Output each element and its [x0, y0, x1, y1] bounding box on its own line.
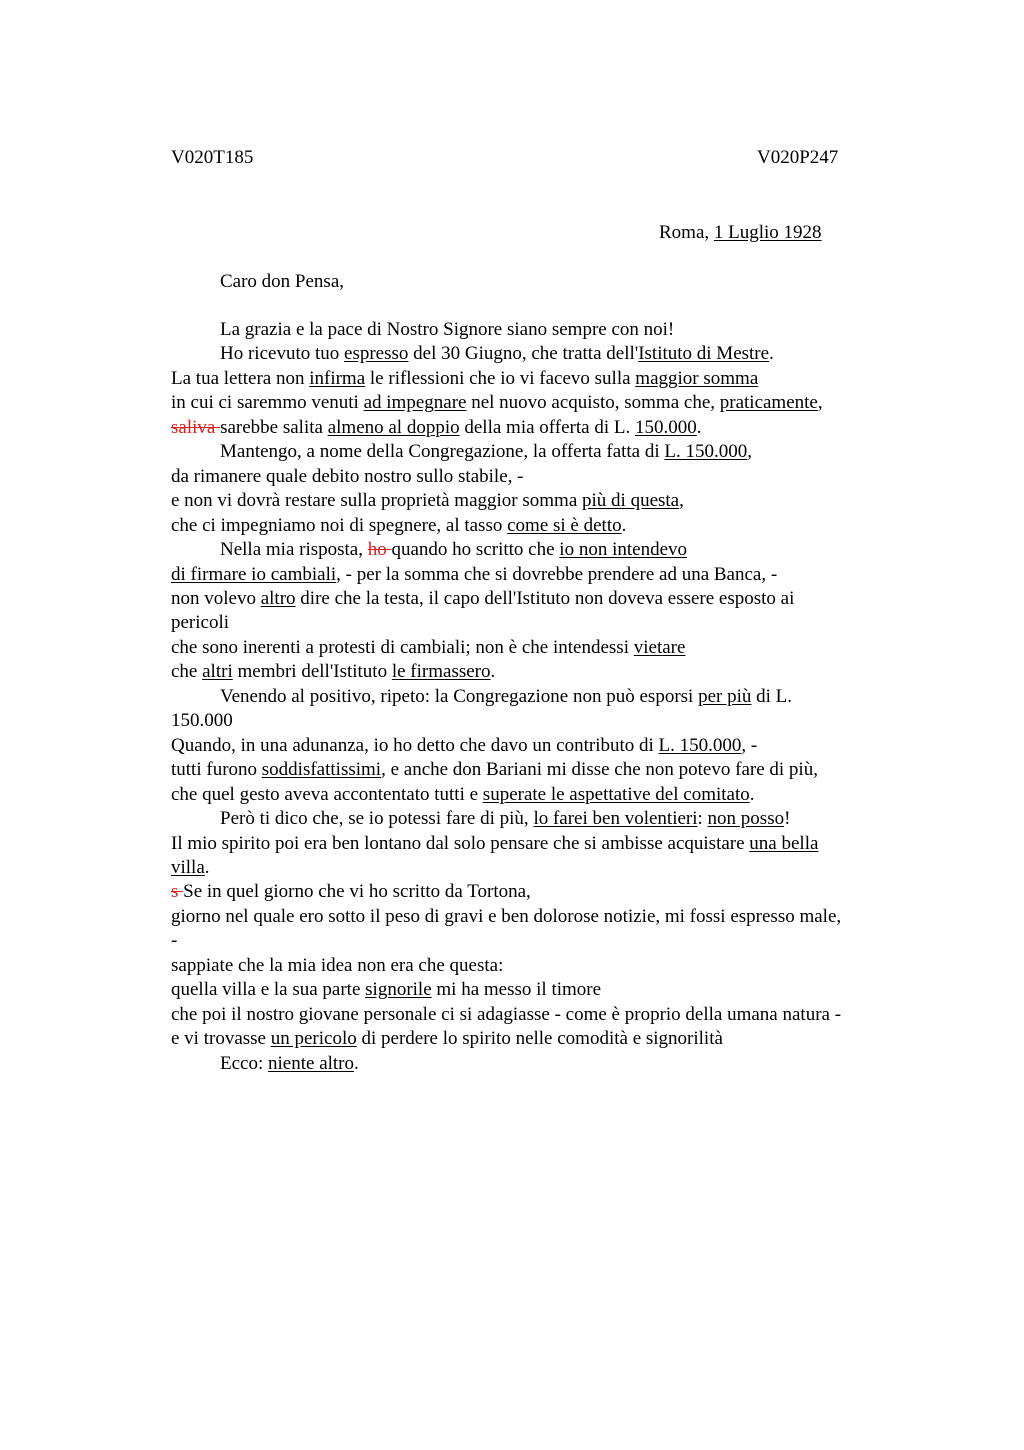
text-segment: e vi trovasse — [171, 1028, 271, 1050]
text-segment: , — [817, 392, 823, 414]
body-line — [171, 1027, 906, 1051]
text-segment: Però ti dico che, se io potessi fare di più, — [220, 808, 534, 830]
text-segment: della mia offerta di L. — [459, 416, 635, 438]
body-line — [171, 856, 906, 880]
text-segment: che — [171, 661, 203, 683]
text-segment: Ecco: — [220, 1052, 269, 1074]
body-line — [171, 783, 906, 807]
text-segment: - — [171, 930, 178, 952]
text-segment: non volevo — [171, 587, 261, 609]
text-segment: . — [696, 416, 702, 438]
text-segment: giorno nel quale ero sotto il peso di gravi e ben dolorose notizie, mi fossi espresso male, — [171, 905, 842, 927]
text-segment: , - — [741, 734, 758, 756]
underlined-text: come si è detto — [507, 514, 622, 536]
body-line — [171, 563, 906, 587]
text-segment: . — [490, 661, 496, 683]
text-segment: Se in quel giorno che vi ho scritto da Tortona, — [183, 881, 531, 903]
text-segment: mi ha messo il timore — [431, 979, 602, 1001]
underlined-text: L. 150.000 — [664, 441, 748, 463]
text-segment: le riflessioni che io vi facevo sulla — [365, 367, 636, 389]
text-segment: 150.000 — [171, 710, 233, 732]
underlined-text: praticamente — [719, 392, 818, 414]
body-line — [171, 636, 906, 660]
text-segment: Quando, in una adunanza, io ho detto che davo un contributo di — [171, 734, 659, 756]
body-line — [171, 929, 906, 953]
underlined-text: più di questa — [582, 490, 680, 512]
text-segment: . — [621, 514, 627, 536]
underlined-text: le firmassero — [391, 661, 491, 683]
text-segment: quella villa e la sua parte — [171, 979, 366, 1001]
body-line — [171, 832, 906, 856]
text-segment: , — [679, 490, 684, 512]
underlined-text: per più — [698, 685, 752, 707]
underlined-text: maggior somma — [635, 367, 759, 389]
underlined-text: altri — [202, 661, 233, 683]
body-line — [171, 685, 906, 709]
body-line — [171, 734, 906, 758]
body-line — [171, 318, 906, 342]
deleted-text: saliva — [171, 416, 221, 438]
text-segment: che poi il nostro giovane personale ci si adagiasse - come è proprio della umana natura - — [171, 1003, 842, 1025]
underlined-text: un pericolo — [270, 1028, 357, 1050]
body-line — [171, 538, 906, 562]
deleted-text: s — [171, 881, 184, 903]
underlined-text: superate le aspettative del comitato — [482, 783, 750, 805]
underlined-text: almeno al doppio — [327, 416, 460, 438]
text-segment: del 30 Giugno, che tratta dell' — [408, 343, 639, 365]
document-code-left: V020T185 — [171, 147, 254, 168]
underlined-text: niente altro — [268, 1052, 355, 1074]
text-segment: Ho ricevuto tuo — [220, 343, 345, 365]
text-segment: quando ho scritto che — [391, 539, 560, 561]
body-line — [171, 1003, 906, 1027]
text-segment: che ci impegniamo noi di spegnere, al tasso — [171, 514, 508, 536]
text-segment: Venendo al positivo, ripeto: la Congregazione non può esporsi — [220, 685, 699, 707]
text-segment: . — [769, 343, 774, 365]
text-segment: . — [749, 783, 755, 805]
text-segment: in cui ci saremmo venuti — [171, 392, 364, 414]
text-segment: sarebbe salita — [220, 416, 328, 438]
underlined-text: una bella — [749, 832, 819, 854]
underlined-text: espresso — [344, 343, 409, 365]
body-line — [171, 905, 906, 929]
date-place: Roma, — [659, 222, 714, 243]
underlined-text: L. 150.000 — [658, 734, 742, 756]
underlined-text: villa — [171, 856, 205, 878]
text-segment: , — [747, 441, 753, 463]
body-line — [171, 342, 906, 366]
text-segment: che quel gesto aveva accontentato tutti e — [171, 783, 483, 805]
body-line — [171, 660, 906, 684]
text-segment: Mantengo, a nome della Congregazione, la offerta fatta di — [220, 441, 665, 463]
text-segment: : — [697, 808, 708, 830]
text-segment: Il mio spirito poi era ben lontano dal solo pensare che si ambisse acquistare — [171, 832, 750, 854]
body-line — [171, 709, 906, 733]
body-line — [171, 514, 906, 538]
underlined-text: 150.000 — [634, 416, 697, 438]
body-line — [171, 440, 906, 464]
body-line — [171, 465, 906, 489]
text-segment: di L. — [751, 685, 793, 707]
document-code-right: V020P247 — [757, 147, 839, 168]
body-line — [171, 367, 906, 391]
underlined-text: altro — [260, 587, 296, 609]
text-segment: di perdere lo spirito nelle comodità e signorilità — [356, 1028, 723, 1050]
body-line — [171, 807, 906, 831]
letter-date — [659, 221, 822, 245]
underlined-text: infirma — [309, 367, 366, 389]
text-segment: e non vi dovrà restare sulla proprietà maggior somma — [171, 490, 583, 512]
body-line — [171, 489, 906, 513]
body-line — [171, 880, 906, 904]
deleted-text: ho — [367, 539, 392, 561]
underlined-text: io non intendevo — [559, 539, 687, 561]
body-line — [171, 391, 906, 415]
underlined-text: di firmare io cambiali — [171, 563, 337, 585]
body-line — [171, 954, 906, 978]
body-line — [171, 978, 906, 1002]
underlined-text: lo farei ben volentieri — [533, 808, 698, 830]
text-segment: da rimanere quale debito nostro sullo stabile, - — [171, 465, 524, 487]
underlined-text: ad impegnare — [363, 392, 467, 414]
text-segment: , - per la somma che si dovrebbe prendere ad una Banca, - — [336, 563, 778, 585]
letter-body — [171, 318, 906, 1076]
text-segment: , e anche don Bariani mi disse che non potevo fare di più, — [381, 759, 818, 781]
text-segment: . — [354, 1052, 359, 1074]
underlined-text: non posso — [707, 808, 785, 830]
text-segment: . — [204, 856, 210, 878]
text-segment: Nella mia risposta, — [220, 539, 368, 561]
underlined-text: vietare — [633, 636, 686, 658]
body-line — [171, 758, 906, 782]
text-segment: membri dell'Istituto — [232, 661, 392, 683]
date-value: 1 Luglio 1928 — [713, 222, 822, 243]
text-segment: ! — [784, 808, 791, 830]
text-segment: La grazia e la pace di Nostro Signore siano sempre con noi! — [220, 319, 675, 340]
text-segment: sappiate che la mia idea non era che questa: — [171, 954, 504, 976]
text-segment: nel nuovo acquisto, somma che, — [466, 392, 720, 414]
text-segment: La tua lettera non — [171, 367, 310, 389]
text-segment: tutti furono — [171, 759, 262, 781]
underlined-text: signorile — [365, 979, 432, 1001]
text-segment: dire che la testa, il capo dell'Istituto non doveva essere esposto ai — [295, 587, 795, 609]
body-line — [171, 611, 906, 635]
underlined-text: Istituto di Mestre — [638, 343, 770, 365]
text-segment: che sono inerenti a protesti di cambiali; non è che intendessi — [171, 636, 634, 658]
text-segment: pericoli — [171, 612, 230, 634]
body-line — [171, 587, 906, 611]
salutation: Caro don Pensa, — [220, 271, 345, 292]
underlined-text: soddisfattissimi — [261, 759, 382, 781]
body-line — [171, 1052, 906, 1076]
body-line — [171, 416, 906, 440]
